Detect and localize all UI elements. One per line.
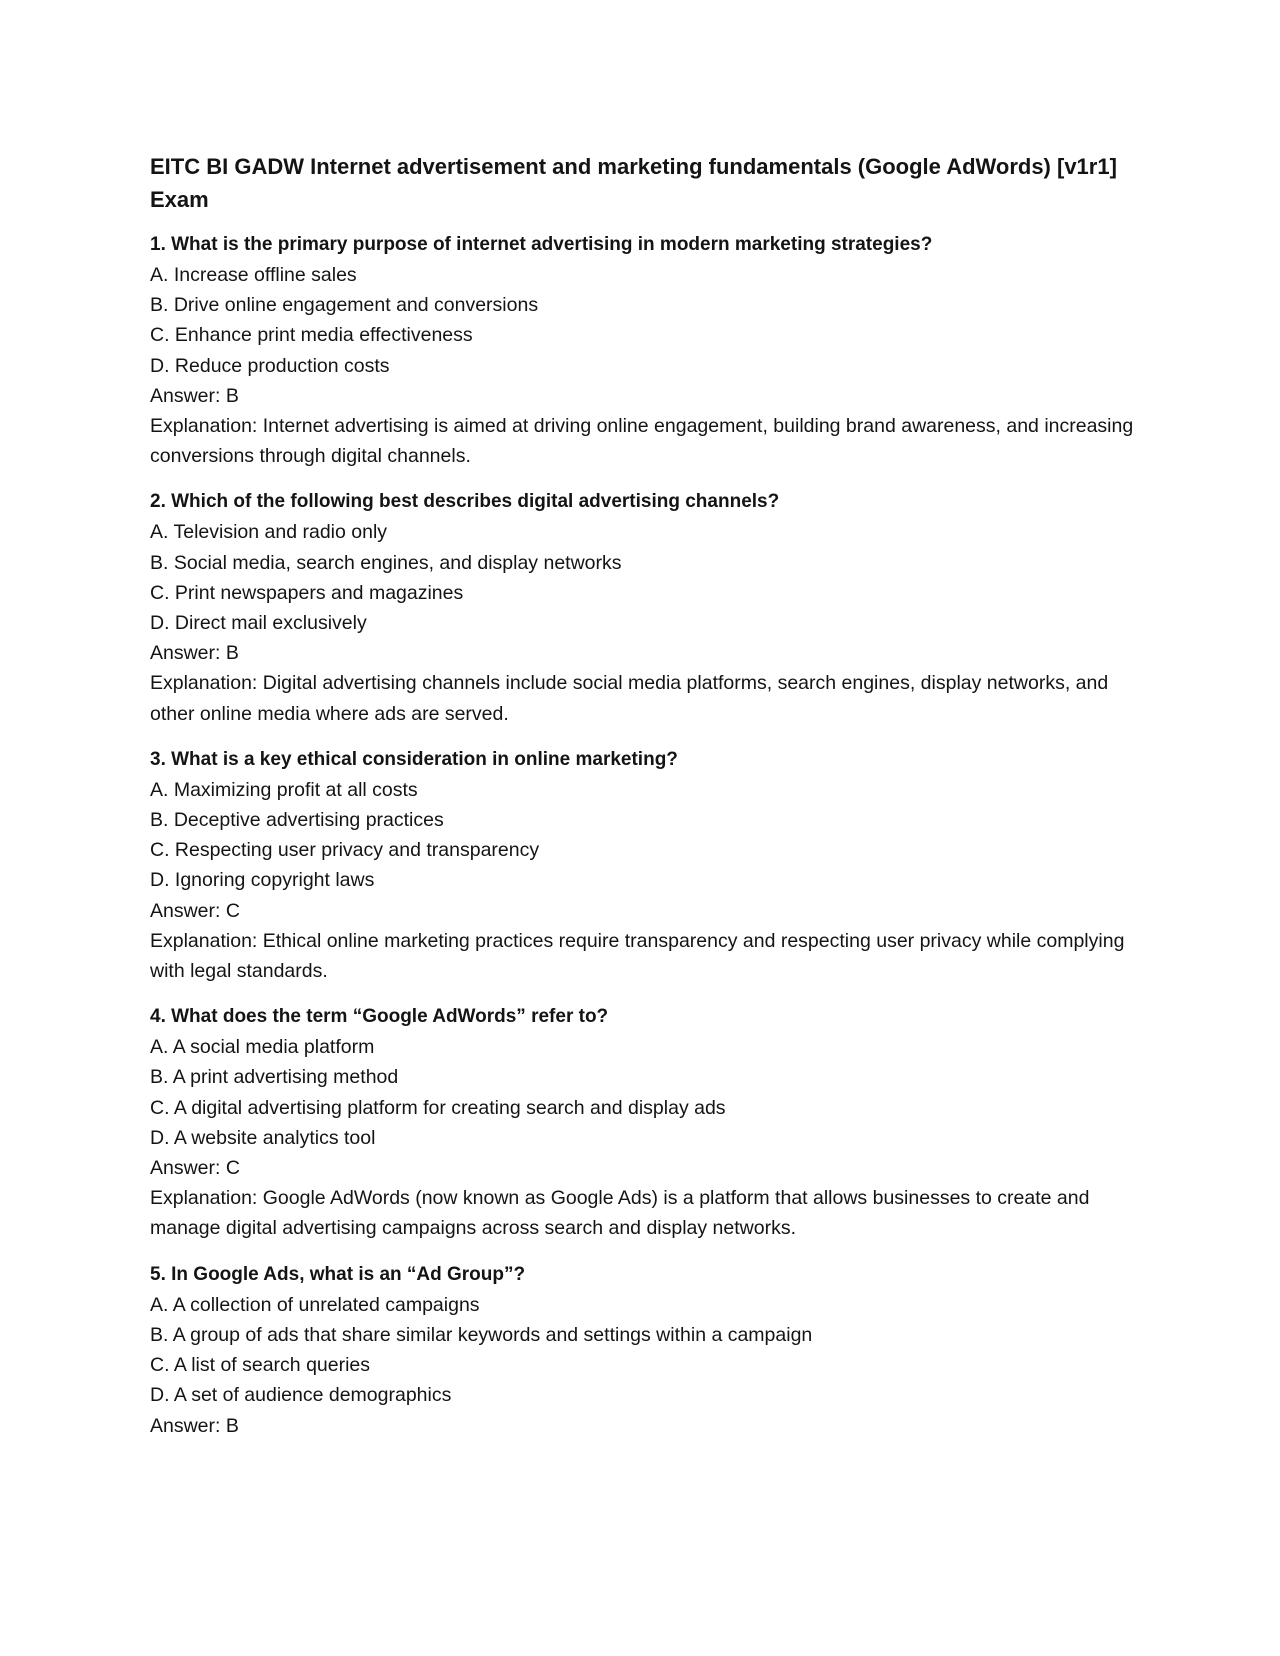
- question-3: [150, 745, 1150, 986]
- document-page: [150, 150, 1150, 1457]
- option-d: D. Direct mail exclusively: [150, 612, 367, 635]
- option-d: D. A set of audience demographics: [150, 1384, 452, 1407]
- question-4: [150, 1002, 1150, 1243]
- question-text: 4. What does the term “Google AdWords” refer to?: [150, 1006, 609, 1028]
- answer: Answer: B: [150, 642, 239, 665]
- option-c: C. A digital advertising platform for creating search and display ads: [150, 1096, 726, 1119]
- option-b: B. A group of ads that share similar keywords and settings within a campaign: [150, 1323, 813, 1346]
- question-text: 3. What is a key ethical consideration in online marketing?: [150, 748, 678, 770]
- option-a: A. Television and radio only: [150, 521, 388, 544]
- option-b: B. Deceptive advertising practices: [150, 809, 444, 832]
- option-c: C. Print newspapers and magazines: [150, 581, 464, 604]
- question-5: [150, 1260, 1150, 1441]
- document-title: EITC BI GADW Internet advertisement and marketing fundamentals (Google AdWords) [v1r1] Exam: [150, 154, 1117, 212]
- option-a: A. A collection of unrelated campaigns: [150, 1293, 480, 1316]
- explanation: Explanation: Google AdWords (now known as Google Ads) is a platform that allows businesses to create and manage digital advertising campaigns across search and display networks.: [150, 1187, 1090, 1240]
- explanation: Explanation: Digital advertising channels include social media platforms, search engines, display networks, and other online media where ads are served.: [150, 672, 1109, 725]
- option-b: B. A print advertising method: [150, 1066, 399, 1089]
- answer: Answer: C: [150, 1157, 240, 1180]
- question-text: 2. Which of the following best describes digital advertising channels?: [150, 491, 780, 513]
- answer: Answer: B: [150, 384, 239, 407]
- option-c: C. A list of search queries: [150, 1354, 371, 1377]
- option-d: D. Ignoring copyright laws: [150, 869, 375, 892]
- answer: Answer: B: [150, 1414, 239, 1437]
- question-2: [150, 487, 1150, 728]
- question-text: 5. In Google Ads, what is an “Ad Group”?: [150, 1263, 526, 1285]
- option-c: C. Respecting user privacy and transparency: [150, 839, 540, 862]
- explanation: Explanation: Ethical online marketing practices require transparency and respecting user privacy while complying with legal standards.: [150, 929, 1125, 983]
- option-d: D. Reduce production costs: [150, 354, 390, 377]
- answer: Answer: C: [150, 899, 240, 922]
- question-1: [150, 230, 1150, 471]
- option-d: D. A website analytics tool: [150, 1126, 376, 1149]
- option-c: C. Enhance print media effectiveness: [150, 324, 473, 347]
- question-text: 1. What is the primary purpose of internet advertising in modern marketing strategies?: [150, 234, 933, 255]
- option-a: A. Maximizing profit at all costs: [150, 778, 418, 801]
- option-b: B. Social media, search engines, and display networks: [150, 551, 622, 574]
- option-b: B. Drive online engagement and conversions: [150, 294, 539, 317]
- explanation: Explanation: Internet advertising is aimed at driving online engagement, building brand awareness, and increasing conversions through digital channels.: [150, 415, 1134, 468]
- option-a: A. A social media platform: [150, 1036, 375, 1059]
- option-a: A. Increase offline sales: [150, 264, 357, 286]
